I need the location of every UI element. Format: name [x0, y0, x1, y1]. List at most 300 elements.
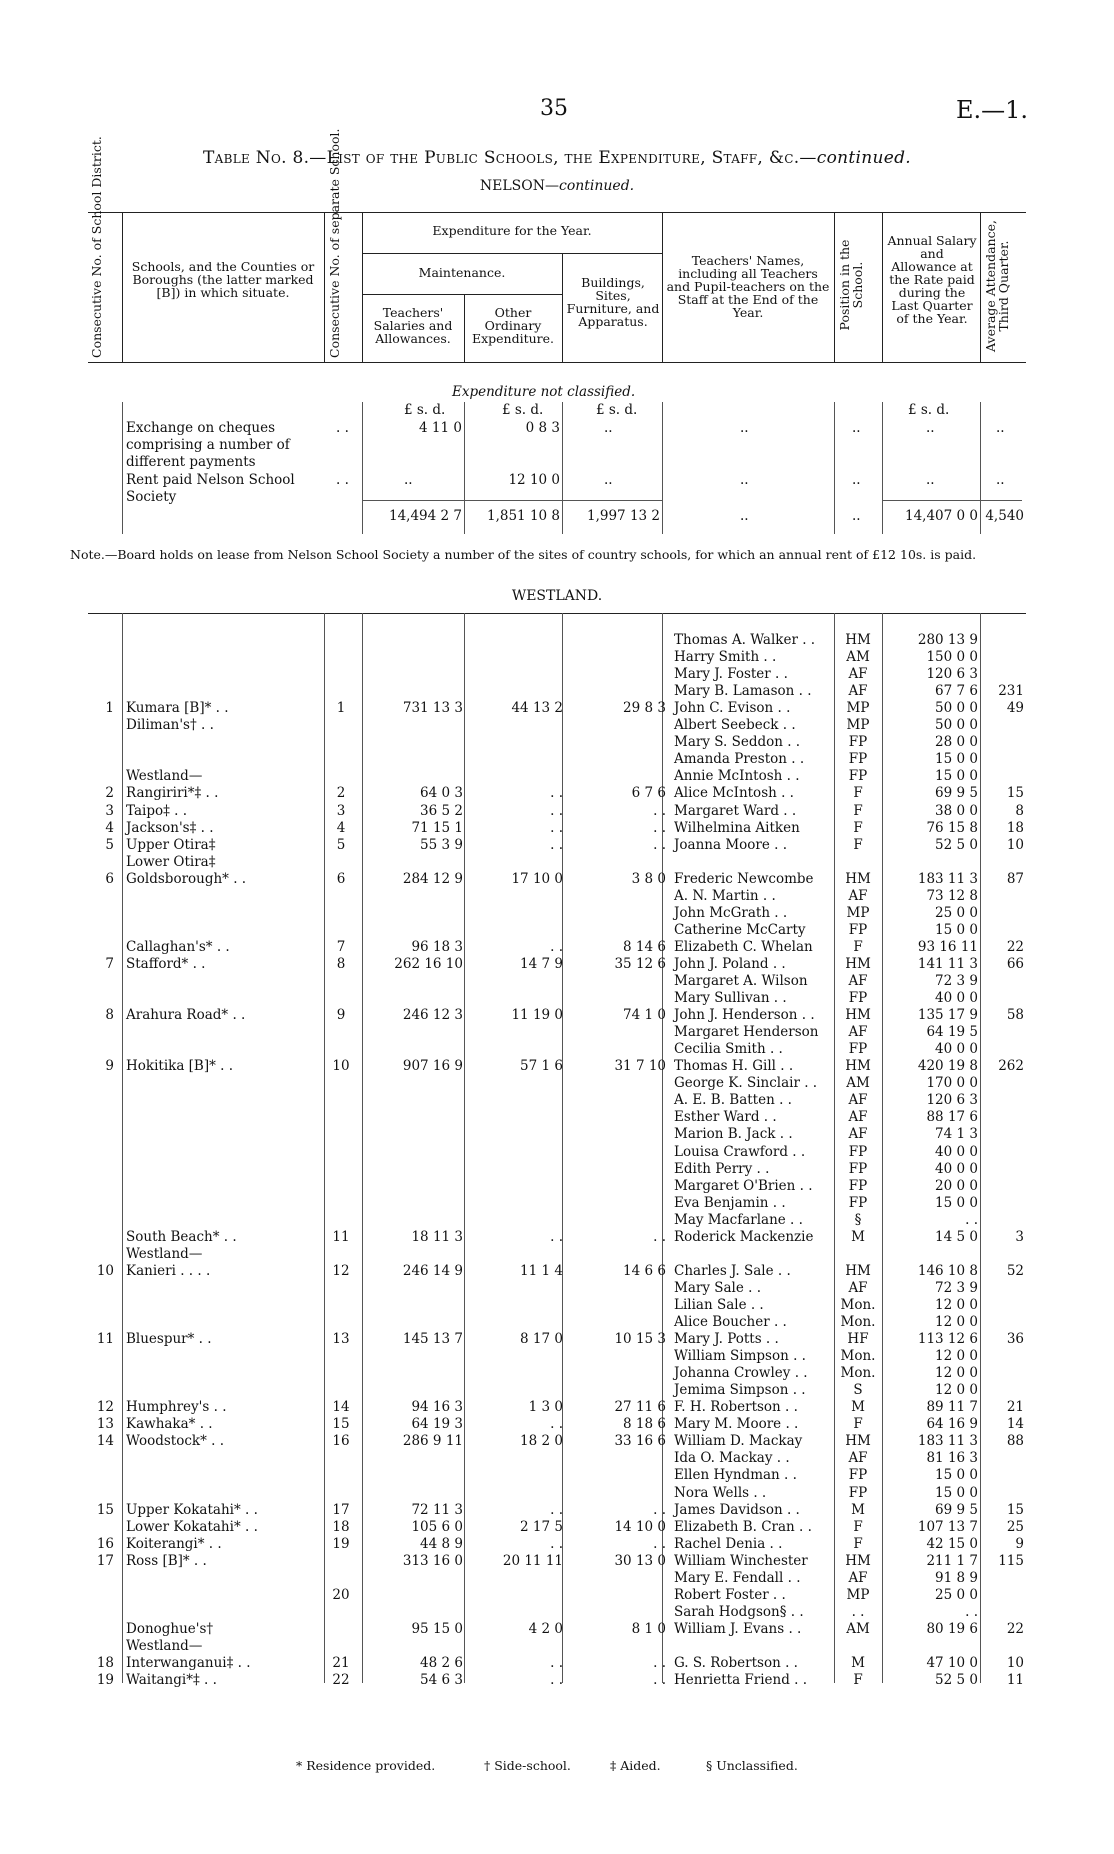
header-teachers-salaries: Teachers' Salaries and Allowances.: [373, 305, 453, 346]
school-name: Humphrey's . .: [126, 1399, 227, 1416]
table-row: [0, 1297, 1114, 1314]
annual-salary: 40 0 0: [935, 1143, 978, 1160]
annual-salary: 113 12 6: [917, 1331, 978, 1348]
nelson-row-1-school: Exchange on cheques comprising a number of different payments: [126, 420, 290, 470]
board-note: Note.—Board holds on lease from Nelson School Society a number of the sites of country schools, for which an annual rent of £12 10s. is paid.: [70, 547, 977, 562]
separate-school-no: 7: [336, 938, 346, 955]
teacher-name: Thomas H. Gill . .: [674, 1058, 794, 1075]
table-row: [0, 1246, 1114, 1263]
teachers-salaries: 96 18 3: [411, 938, 463, 955]
annual-salary: 120 6 3: [926, 1092, 978, 1109]
teacher-name: Albert Seebeck . .: [674, 717, 796, 734]
teacher-name: Elizabeth C. Whelan: [674, 938, 813, 955]
teacher-position: Mon.: [840, 1365, 876, 1382]
header-maintenance: Maintenance.: [418, 265, 506, 280]
teachers-salaries: 95 15 0: [411, 1620, 463, 1637]
teacher-position: FP: [848, 1160, 868, 1177]
table-row: [0, 1109, 1114, 1126]
teacher-position: F: [853, 938, 863, 955]
nelson-total-salaries: 14,494 2 7: [389, 508, 462, 524]
teacher-position: MP: [846, 700, 870, 717]
teacher-name: Esther Ward . .: [674, 1109, 777, 1126]
school-name: Waitangi*‡ . .: [126, 1672, 217, 1689]
teacher-position: AF: [848, 683, 868, 700]
other-expenditure: . .: [550, 1672, 563, 1689]
teacher-position: FP: [848, 1484, 868, 1501]
buildings-expenditure: . .: [653, 836, 666, 853]
teacher-name: Jemima Simpson . .: [674, 1382, 806, 1399]
other-expenditure: . .: [550, 802, 563, 819]
other-expenditure: . .: [550, 785, 563, 802]
other-expenditure: 57 1 6: [520, 1058, 563, 1075]
school-name: Interwanganui‡ . .: [126, 1655, 251, 1671]
annual-salary: 88 17 6: [926, 1109, 978, 1126]
other-expenditure: 20 11 11: [502, 1552, 563, 1569]
table-row: [0, 1399, 1114, 1416]
table-row: [0, 1467, 1114, 1484]
units-buildings: £ s. d.: [596, 402, 638, 418]
school-name: Ross [B]* . .: [126, 1552, 207, 1569]
teacher-position: M: [851, 1228, 865, 1245]
teacher-position: F: [853, 1672, 863, 1689]
nelson-row-2-other: 12 10 0: [508, 472, 560, 488]
teacher-name: Rachel Denia . .: [674, 1535, 783, 1552]
teacher-name: Margaret Henderson: [674, 1024, 819, 1041]
annual-salary: 12 0 0: [935, 1382, 978, 1399]
average-attendance: 15: [1006, 1501, 1024, 1518]
teacher-position: Mon.: [840, 1348, 876, 1365]
annual-salary: 52 5 0: [935, 836, 978, 853]
table-row: [0, 1672, 1114, 1689]
table-row: [0, 1126, 1114, 1143]
table-row: [0, 632, 1114, 649]
teacher-name: Alice Boucher . .: [674, 1314, 787, 1330]
annual-salary: 12 0 0: [935, 1348, 978, 1365]
annual-salary: . .: [965, 1211, 978, 1228]
teacher-name: William Simpson . .: [674, 1348, 806, 1365]
table-row: [0, 990, 1114, 1007]
average-attendance: 8: [1015, 802, 1024, 819]
teachers-salaries: 246 12 3: [402, 1007, 463, 1024]
buildings-expenditure: . .: [653, 802, 666, 819]
separate-school-no: 21: [332, 1655, 350, 1671]
annual-salary: 38 0 0: [935, 802, 978, 819]
buildings-expenditure: 31 7 10: [614, 1058, 666, 1075]
average-attendance: 15: [1006, 785, 1024, 802]
teacher-name: A. N. Martin . .: [674, 887, 776, 904]
footnote-residence: * Residence provided.: [296, 1758, 436, 1773]
school-name: Goldsborough* . .: [126, 870, 247, 887]
annual-salary: 25 0 0: [935, 1586, 978, 1603]
annual-salary: 67 7 6: [935, 683, 978, 700]
other-expenditure: 11 1 4: [520, 1262, 563, 1279]
annual-salary: 72 3 9: [935, 1279, 978, 1296]
annual-salary: 183 11 3: [917, 1433, 978, 1450]
annual-salary: 42 15 0: [926, 1535, 978, 1552]
teacher-name: Elizabeth B. Cran . .: [674, 1518, 812, 1535]
teacher-position: §: [854, 1211, 862, 1228]
header-buildings: Buildings, Sites, Furniture, and Apparatus.: [566, 275, 660, 329]
teacher-position: HM: [845, 1007, 871, 1024]
nelson-total-attendance: 4,540: [985, 508, 1024, 524]
nelson-row-2-salaries: ..: [404, 472, 413, 488]
teacher-position: AF: [848, 1109, 868, 1126]
other-expenditure: . .: [550, 938, 563, 955]
teacher-name: F. H. Robertson . .: [674, 1399, 798, 1416]
buildings-expenditure: 14 6 6: [623, 1262, 666, 1279]
teacher-position: AF: [848, 666, 868, 683]
teacher-position: AF: [848, 1024, 868, 1041]
teacher-position: Mon.: [840, 1296, 876, 1313]
district-no: 11: [96, 1331, 114, 1348]
annual-salary: 15 0 0: [935, 1194, 978, 1211]
teacher-name: G. S. Robertson . .: [674, 1655, 798, 1671]
table-row: [0, 956, 1114, 973]
separate-school-no: 16: [332, 1433, 350, 1450]
average-attendance: 87: [1006, 870, 1024, 887]
buildings-expenditure: . .: [653, 1501, 666, 1518]
buildings-expenditure: 8 1 0: [631, 1620, 666, 1637]
separate-school-no: 8: [336, 955, 346, 972]
teacher-position: FP: [848, 1041, 868, 1058]
annual-salary: 50 0 0: [935, 700, 978, 717]
teacher-position: AF: [848, 1092, 868, 1109]
annual-salary: 40 0 0: [935, 990, 978, 1007]
teacher-name: Mary E. Fendall . .: [674, 1569, 801, 1586]
annual-salary: 25 0 0: [935, 904, 978, 921]
nelson-row-2-teachers: ..: [740, 472, 749, 488]
buildings-expenditure: 14 10 0: [614, 1518, 666, 1535]
teacher-name: Marion B. Jack . .: [674, 1126, 793, 1143]
average-attendance: 18: [1006, 819, 1024, 836]
table-row: [0, 1382, 1114, 1399]
table-row: [0, 1621, 1114, 1638]
table-row: [0, 649, 1114, 666]
separate-school-no: 9: [336, 1007, 346, 1024]
annual-salary: 12 0 0: [935, 1365, 978, 1382]
teachers-salaries: 105 6 0: [411, 1518, 463, 1535]
header-consecutive-district: Consecutive No. of School District.: [89, 136, 104, 358]
annual-salary: 15 0 0: [935, 751, 978, 768]
school-name: Lower Kokatahi* . .: [126, 1518, 258, 1535]
teacher-name: Roderick Mackenzie: [674, 1228, 814, 1245]
school-name: South Beach* . .: [126, 1228, 237, 1245]
annual-salary: 40 0 0: [935, 1041, 978, 1058]
teacher-name: Margaret A. Wilson: [674, 973, 808, 989]
table-row: [0, 1041, 1114, 1058]
table-row: [0, 1024, 1114, 1041]
school-name: Westland—: [126, 1637, 203, 1654]
annual-salary: 14 5 0: [935, 1228, 978, 1245]
school-name: Donoghue's†: [126, 1620, 214, 1637]
teacher-position: FP: [848, 921, 868, 938]
teacher-name: Cecilia Smith . .: [674, 1041, 783, 1058]
teachers-salaries: 48 2 6: [420, 1655, 463, 1671]
table-row: [0, 1280, 1114, 1297]
teacher-position: F: [853, 819, 863, 836]
table-row: [0, 1416, 1114, 1433]
average-attendance: 22: [1006, 938, 1024, 955]
district-no: 5: [105, 836, 114, 853]
separate-school-no: 1: [336, 700, 346, 717]
teacher-position: FP: [848, 990, 868, 1007]
nelson-total-teachers: ..: [740, 508, 749, 524]
teachers-salaries: 145 13 7: [402, 1331, 463, 1348]
table-row: [0, 1587, 1114, 1604]
teacher-position: AF: [848, 973, 868, 989]
average-attendance: 49: [1006, 700, 1024, 717]
units-annual: £ s. d.: [908, 402, 950, 418]
other-expenditure: 4 2 0: [528, 1620, 563, 1637]
teacher-position: FP: [848, 1177, 868, 1194]
table-row: [0, 1348, 1114, 1365]
average-attendance: 52: [1006, 1262, 1024, 1279]
teacher-position: HM: [845, 1058, 871, 1075]
teacher-name: Thomas A. Walker . .: [674, 632, 816, 648]
teachers-salaries: 54 6 3: [420, 1672, 463, 1689]
footnote-side-school: † Side-school.: [484, 1758, 571, 1773]
not-classified-label: Expenditure not classified.: [452, 384, 636, 400]
school-name: Kawhaka* . .: [126, 1416, 213, 1433]
teacher-name: May Macfarlane . .: [674, 1211, 803, 1228]
annual-salary: 211 1 7: [926, 1552, 978, 1569]
table-row: [0, 785, 1114, 802]
teacher-name: John C. Evison . .: [674, 700, 791, 717]
school-name: Koiterangi* . .: [126, 1535, 222, 1552]
teacher-name: Louisa Crawford . .: [674, 1143, 806, 1160]
teacher-position: AF: [848, 1450, 868, 1467]
teacher-position: M: [851, 1501, 865, 1518]
annual-salary: 146 10 8: [917, 1262, 978, 1279]
teacher-position: HM: [845, 1262, 871, 1279]
nelson-row-1-buildings: ..: [604, 420, 613, 436]
other-expenditure: . .: [550, 1655, 563, 1671]
teacher-name: Mary M. Moore . .: [674, 1416, 799, 1433]
other-expenditure: 1 3 0: [528, 1399, 563, 1416]
district-no: 13: [96, 1416, 114, 1433]
annual-salary: 20 0 0: [935, 1177, 978, 1194]
school-name: Westland—: [126, 1245, 203, 1262]
teacher-name: Catherine McCarty: [674, 921, 806, 938]
table-row: [0, 683, 1114, 700]
annual-salary: 141 11 3: [917, 955, 978, 972]
header-position: Position in the School.: [837, 239, 865, 331]
teachers-salaries: 64 19 3: [411, 1416, 463, 1433]
annual-salary: 91 8 9: [935, 1569, 978, 1586]
table-row: [0, 1450, 1114, 1467]
table-row: [0, 751, 1114, 768]
table-row: [0, 1655, 1114, 1672]
table-row: [0, 1553, 1114, 1570]
district-no: 18: [96, 1655, 114, 1671]
table-row: [0, 1485, 1114, 1502]
nelson-row-2-annual: ..: [926, 472, 935, 488]
teacher-position: S: [853, 1382, 863, 1399]
footnote-unclassified: § Unclassified.: [706, 1758, 798, 1773]
nelson-row-2-school: Rent paid Nelson School Society: [126, 472, 295, 505]
other-expenditure: . .: [550, 836, 563, 853]
nelson-row-1-salaries: 4 11 0: [419, 420, 462, 436]
buildings-expenditure: 33 16 6: [614, 1433, 666, 1450]
header-consecutive-school: Consecutive No. of separate School.: [327, 128, 342, 358]
average-attendance: 36: [1006, 1331, 1024, 1348]
average-attendance: 9: [1015, 1535, 1024, 1552]
teacher-position: . .: [851, 1603, 865, 1620]
buildings-expenditure: 6 7 6: [631, 785, 666, 802]
teacher-name: Mary Sale . .: [674, 1279, 762, 1296]
annual-salary: 420 19 8: [917, 1058, 978, 1075]
teachers-salaries: 44 8 9: [420, 1535, 463, 1552]
school-name: Westland—: [126, 768, 203, 785]
teacher-position: AF: [848, 1569, 868, 1586]
table-row: [0, 1536, 1114, 1553]
school-name: Bluespur* . .: [126, 1331, 212, 1348]
teacher-name: George K. Sinclair . .: [674, 1075, 818, 1092]
table-row: [0, 1178, 1114, 1195]
other-expenditure: 11 19 0: [511, 1007, 563, 1024]
district-no: 9: [105, 1058, 114, 1075]
buildings-expenditure: 30 13 0: [614, 1552, 666, 1569]
nelson-row-1-other: 0 8 3: [525, 420, 560, 436]
annual-salary: 64 16 9: [926, 1416, 978, 1433]
teacher-name: Annie McIntosh . .: [674, 768, 800, 785]
annual-salary: 170 0 0: [926, 1075, 978, 1092]
teacher-position: M: [851, 1655, 865, 1671]
annual-salary: 15 0 0: [935, 921, 978, 938]
district-no: 16: [96, 1535, 114, 1552]
buildings-expenditure: 35 12 6: [614, 955, 666, 972]
table-row: [0, 1604, 1114, 1621]
other-expenditure: . .: [550, 1535, 563, 1552]
teachers-salaries: 71 15 1: [411, 819, 463, 836]
other-expenditure: 2 17 5: [520, 1518, 563, 1535]
average-attendance: 88: [1006, 1433, 1024, 1450]
table-title-continued: continued.: [816, 148, 911, 168]
district-no: 19: [96, 1672, 114, 1689]
teacher-name: William D. Mackay: [674, 1433, 803, 1450]
separate-school-no: 20: [332, 1586, 350, 1603]
table-row: [0, 1195, 1114, 1212]
average-attendance: 3: [1015, 1228, 1024, 1245]
average-attendance: 11: [1006, 1672, 1024, 1689]
teacher-name: Mary S. Seddon . .: [674, 734, 801, 751]
teacher-name: Charles J. Sale . .: [674, 1262, 791, 1279]
teacher-name: Mary B. Lamason . .: [674, 683, 812, 700]
table-row: [0, 803, 1114, 820]
teacher-position: MP: [846, 1586, 870, 1603]
district-no: 6: [105, 870, 114, 887]
teachers-salaries: 64 0 3: [420, 785, 463, 802]
nelson-row-2-position: ..: [852, 472, 861, 488]
table-row: [0, 837, 1114, 854]
teachers-salaries: 262 16 10: [394, 955, 463, 972]
teacher-name: Nora Wells . .: [674, 1484, 767, 1501]
teacher-position: FP: [848, 751, 868, 768]
annual-salary: 50 0 0: [935, 717, 978, 734]
buildings-expenditure: . .: [653, 1228, 666, 1245]
annual-salary: 107 13 7: [917, 1518, 978, 1535]
other-expenditure: 18 2 0: [520, 1433, 563, 1450]
table-row: [0, 905, 1114, 922]
teacher-name: William J. Evans . .: [674, 1620, 802, 1637]
average-attendance: 10: [1006, 1655, 1024, 1671]
school-name: Upper Otira‡: [126, 836, 216, 853]
teachers-salaries: 246 14 9: [402, 1262, 463, 1279]
average-attendance: 22: [1006, 1620, 1024, 1637]
table-row: [0, 1314, 1114, 1331]
teacher-name: Mary J. Potts . .: [674, 1331, 779, 1348]
school-name: Taipo‡ . .: [126, 802, 188, 819]
table-row: [0, 1502, 1114, 1519]
teacher-position: HM: [845, 1433, 871, 1450]
separate-school-no: 17: [332, 1501, 350, 1518]
teacher-position: HM: [845, 632, 871, 648]
table-row: [0, 1229, 1114, 1246]
annual-salary: 183 11 3: [917, 870, 978, 887]
teacher-name: Ida O. Mackay . .: [674, 1450, 790, 1467]
teacher-name: Sarah Hodgson§ . .: [674, 1603, 804, 1620]
separate-school-no: 22: [332, 1672, 350, 1689]
table-row: [0, 700, 1114, 717]
average-attendance: 25: [1006, 1518, 1024, 1535]
teachers-salaries: 94 16 3: [411, 1399, 463, 1416]
teacher-name: Frederic Newcombe: [674, 870, 814, 887]
buildings-expenditure: . .: [653, 819, 666, 836]
table-row: [0, 939, 1114, 956]
nelson-row-2-buildings: ..: [604, 472, 613, 488]
teacher-position: HM: [845, 1552, 871, 1569]
table-row: [0, 888, 1114, 905]
teachers-salaries: 284 12 9: [402, 870, 463, 887]
annual-salary: 12 0 0: [935, 1314, 978, 1330]
separate-school-no: 4: [336, 819, 346, 836]
separate-school-no: 5: [336, 836, 346, 853]
average-attendance: 58: [1006, 1007, 1024, 1024]
teacher-name: Wilhelmina Aitken: [674, 819, 800, 836]
buildings-expenditure: 74 1 0: [623, 1007, 666, 1024]
separate-school-no: 19: [332, 1535, 350, 1552]
nelson-row-1-attendance: ..: [996, 420, 1005, 436]
teacher-position: FP: [848, 768, 868, 785]
teacher-position: AF: [848, 887, 868, 904]
nelson-total-annual: 14,407 0 0: [905, 508, 978, 524]
separate-school-no: 14: [332, 1399, 350, 1416]
annual-salary: 81 16 3: [926, 1450, 978, 1467]
teacher-name: John J. Henderson . .: [674, 1007, 815, 1024]
average-attendance: 262: [998, 1058, 1024, 1075]
annual-salary: 120 6 3: [926, 666, 978, 683]
table-row: [0, 1092, 1114, 1109]
teacher-name: Mary J. Foster . .: [674, 666, 788, 683]
teacher-name: Robert Foster . .: [674, 1586, 786, 1603]
buildings-expenditure: . .: [653, 1672, 666, 1689]
separate-school-no: 18: [332, 1518, 350, 1535]
separate-school-no: 11: [332, 1228, 350, 1245]
teachers-salaries: 55 3 9: [420, 836, 463, 853]
average-attendance: 14: [1006, 1416, 1024, 1433]
district-no: 12: [96, 1399, 114, 1416]
teacher-position: HM: [845, 955, 871, 972]
teachers-salaries: 18 11 3: [411, 1228, 463, 1245]
average-attendance: 66: [1006, 955, 1024, 972]
district-heading: [0, 178, 1114, 194]
teacher-name: Ellen Hyndman . .: [674, 1467, 797, 1484]
teacher-name: Alice McIntosh . .: [674, 785, 794, 802]
annual-salary: 72 3 9: [935, 973, 978, 989]
annual-salary: 150 0 0: [926, 649, 978, 666]
teacher-position: F: [853, 785, 863, 802]
teacher-name: Margaret Ward . .: [674, 802, 797, 819]
